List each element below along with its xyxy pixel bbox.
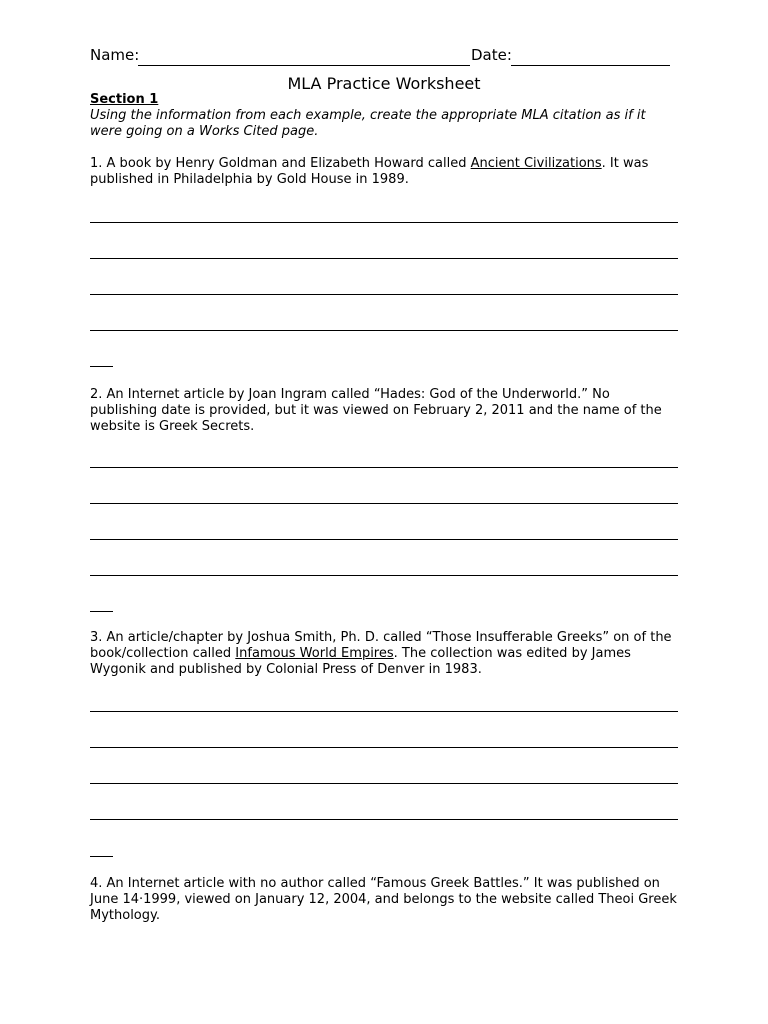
answer-line[interactable]: [90, 294, 678, 295]
answer-line[interactable]: [90, 467, 678, 468]
question-3: 3. An article/chapter by Joshua Smith, Ph. D. called “Those Insufferable Greeks” on of the book/collection called Infamous World Empires. The collection was edited by James Wygonik and published by Colonial Press of Denver in 1983.: [90, 630, 672, 677]
page-title: MLA Practice Worksheet: [287, 74, 481, 93]
name-blank-line: [138, 65, 470, 66]
answer-line[interactable]: [90, 330, 678, 331]
answer-line[interactable]: [90, 222, 678, 223]
collection-title-underlined: Infamous World Empires: [235, 646, 394, 661]
answer-line-short[interactable]: [90, 611, 113, 612]
date-blank-line: [511, 65, 670, 66]
answer-line[interactable]: [90, 711, 678, 712]
name-label: Name:: [90, 46, 140, 64]
date-label: Date:: [471, 46, 512, 64]
question-1: 1. A book by Henry Goldman and Elizabeth Howard called Ancient Civilizations. It was published in Philadelphia by Gold House in 1989.: [90, 156, 649, 187]
answer-line[interactable]: [90, 747, 678, 748]
answer-line-short[interactable]: [90, 366, 113, 367]
answer-line[interactable]: [90, 819, 678, 820]
answer-line[interactable]: [90, 539, 678, 540]
answer-line[interactable]: [90, 575, 678, 576]
answer-line-short[interactable]: [90, 856, 113, 857]
question-4: 4. An Internet article with no author called “Famous Greek Battles.” It was published on June 14·1999, viewed on January 12, 2004, and belongs to the website called Theoi Greek Mythology.: [90, 876, 677, 923]
section-heading: Section 1: [90, 92, 159, 107]
answer-line[interactable]: [90, 258, 678, 259]
book-title-underlined: Ancient Civilizations: [470, 156, 602, 171]
section-instructions: Using the information from each example, create the appropriate MLA citation as if it were going on a Works Cited page.: [90, 108, 646, 139]
question-2: 2. An Internet article by Joan Ingram called “Hades: God of the Underworld.” No publishing date is provided, but it was viewed on February 2, 2011 and the name of the website is Greek Secrets.: [90, 387, 662, 434]
answer-line[interactable]: [90, 503, 678, 504]
answer-line[interactable]: [90, 783, 678, 784]
name-date-row: [90, 46, 670, 68]
